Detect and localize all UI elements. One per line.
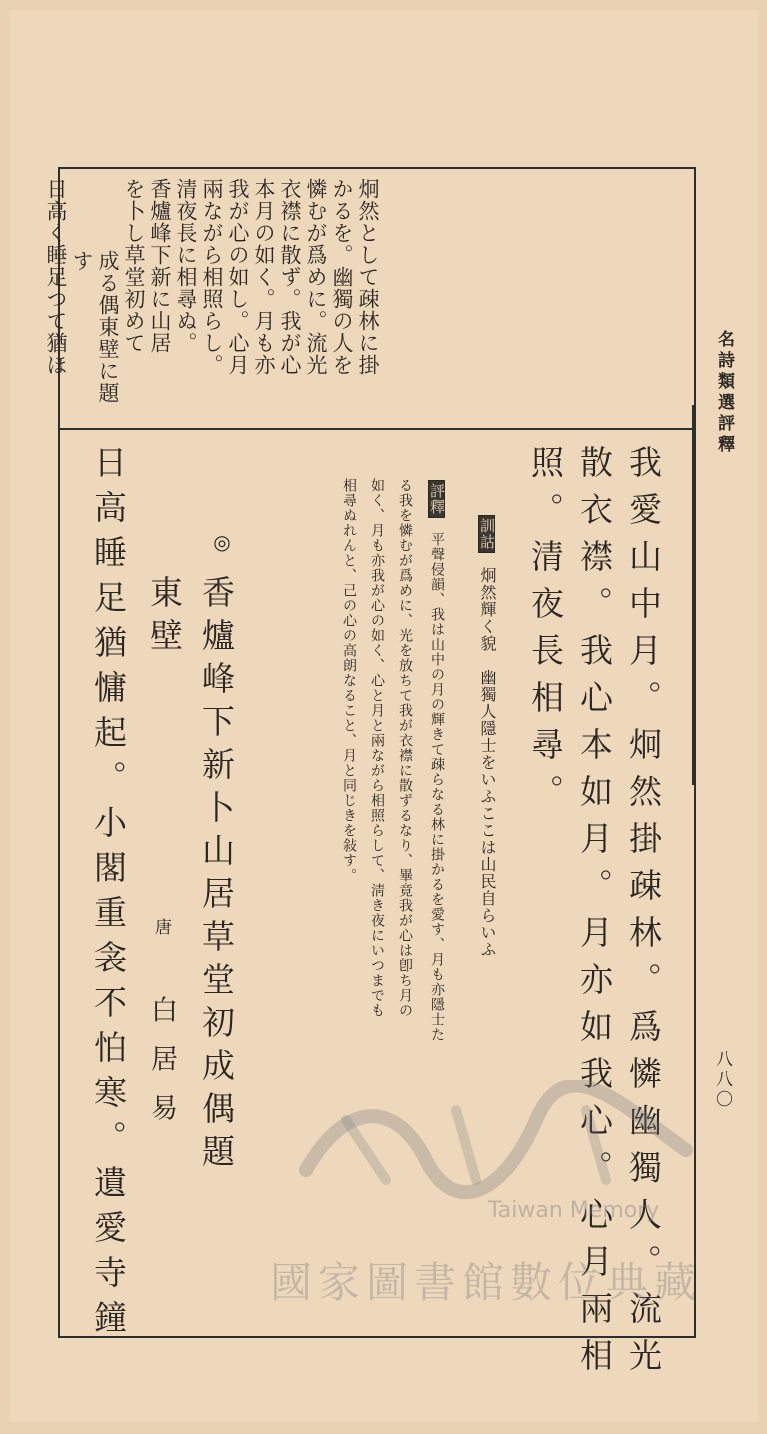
page-number: 八八〇 (712, 1050, 732, 1110)
hyoshaku-label: 評釋 (428, 480, 445, 518)
reading-line: かるを。幽獨の人を (330, 178, 354, 376)
reading-line: 清夜長に相尋ぬ。 (174, 178, 198, 354)
reading-line: 日高く睡足つて猶ほ (44, 178, 68, 376)
reading-line: 憐むが爲めに。流光 (304, 178, 328, 376)
reading-line: 本月の如く。月も亦 (252, 178, 276, 376)
watermark-text: 國家圖書館數位典藏 (270, 1258, 703, 1307)
reading-line: を卜し草堂初めて (122, 178, 146, 354)
section-divider (58, 428, 694, 430)
hyoshaku-line: る我を憐むが爲めに、光を放ちて我が衣襟に散ずるなり、畢竟我が心は卽ち月の (397, 478, 413, 1018)
kunko-text: 炯然輝く貌 幽獨人隱士をいふここは山民自らいふ (478, 567, 497, 959)
hyoshaku-line: 相尋ぬれんと、己の心の高朗なること、月と同じきを敍す。 (341, 478, 357, 883)
poet-dynasty: 唐 (151, 918, 171, 937)
section-mark: ◎ (210, 530, 234, 554)
poet-name: 白居易 (146, 995, 177, 1143)
reading-line: す (70, 250, 94, 272)
kunko-label: 訓詁 (478, 515, 495, 553)
poem-line: 散衣襟。我心本如月。月亦如我心。心月兩相 (575, 445, 614, 1385)
reading-line: 我が心の如し。心月 (226, 178, 250, 376)
reading-line: 香爐峰下新に山居 (148, 178, 172, 354)
running-head: 名詩類選評釋 (714, 330, 734, 456)
hyoshaku-line: 平聲侵韻、我は山中の月の輝きて疎らなる林に掛かるを愛す、月も亦隱士た (429, 532, 445, 1043)
poem-line: 我愛山中月。炯然掛疎林。爲憐幽獨人。流光 (624, 445, 663, 1385)
reading-line: 炯然として疎林に掛 (356, 178, 380, 376)
reading-line: 衣襟に散ず。我が心 (278, 178, 302, 376)
reading-line: 兩ながら相照らし。 (200, 178, 224, 376)
hyoshaku-line: 如く、月も亦我が心の如く、心と月と兩ながら相照らして、淸き夜にいつまでも (369, 478, 385, 1018)
next-poem-first-line: 日高睡足猶慵起。小閣重衾不怕寒。遺愛寺鐘 (89, 445, 128, 1345)
next-poem-title-cont: 東壁 (145, 575, 184, 661)
poet-credit (148, 918, 175, 1143)
watermark-english: Taiwan Memory (488, 1198, 660, 1223)
column-divider-right (692, 405, 694, 785)
next-poem-title: 香爐峰下新卜山居草堂初成偶題 (197, 575, 236, 1177)
reading-line: 成る偶東壁に題 (96, 250, 120, 404)
watermark-logo (286, 1080, 706, 1200)
poem-line: 照。清夜長相尋。 (526, 445, 565, 821)
